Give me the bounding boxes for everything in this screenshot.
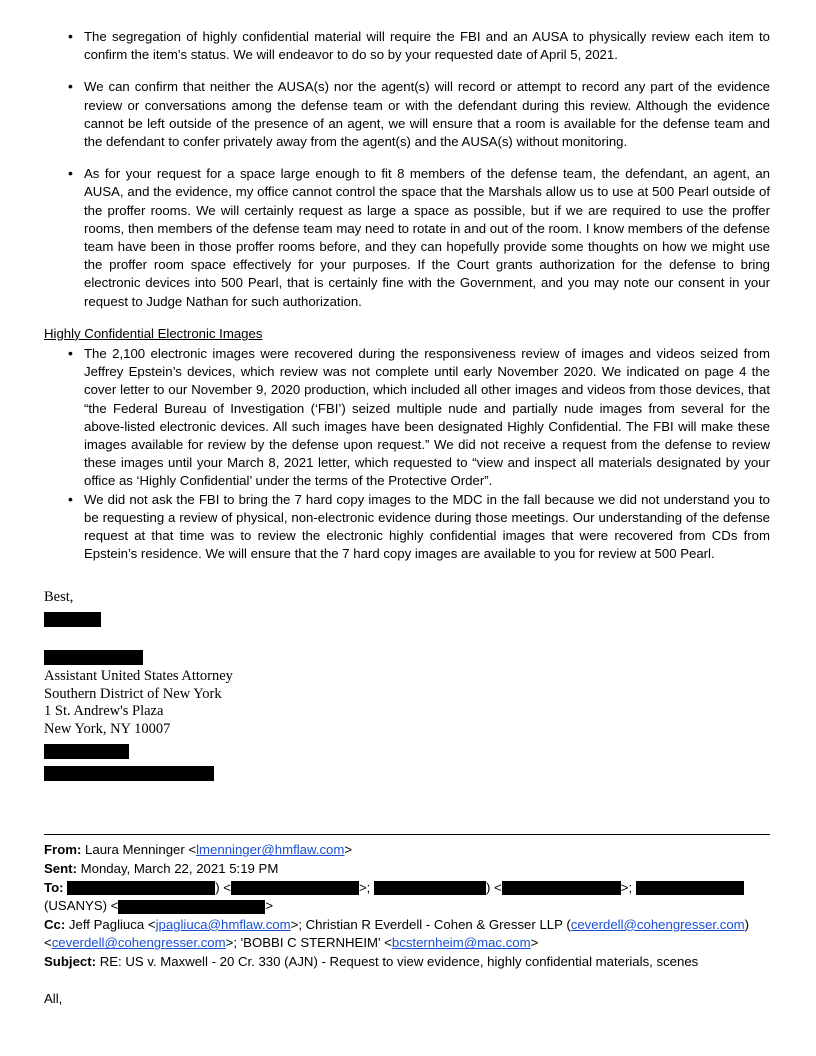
subject-value: RE: US v. Maxwell - 20 Cr. 330 (AJN) - Request to view evidence, highly confidential materials, scenes <box>99 954 699 970</box>
redaction-bar <box>44 766 214 781</box>
sent-value: Monday, March 22, 2021 5:19 PM <box>80 861 279 877</box>
from-email-link[interactable]: lmenninger@hmflaw.com <box>196 842 345 858</box>
to-sep-2: >; <box>358 879 374 895</box>
top-bullet-list <box>44 28 770 311</box>
cc-email-link-2[interactable]: ceverdell@cohengresser.com <box>570 916 745 932</box>
list-item: • We can confirm that neither the AUSA(s) nor the agent(s) will record or attempt to record any part of the evidence review or conversations among the defense team or with the defendant during this review. Although the evidence cannot be left outside of the presence of an agent, we will ensure that a room is available for the defense team and the defendant to confer privately away from the agent(s) and the AUSA(s) without monitoring. <box>44 78 770 151</box>
subject-row <box>44 953 770 972</box>
redaction-bar <box>502 881 621 895</box>
sent-label: Sent: <box>44 861 77 877</box>
cc-row <box>44 916 770 935</box>
closing-line: Best, <box>44 589 74 606</box>
subject-label: Subject: <box>44 954 97 970</box>
to-sep-3: ) < <box>486 879 502 895</box>
cc-text-2: >; Christian R Everdell - Cohen & Gresser LLP ( <box>290 916 571 932</box>
cc-row-continued <box>44 934 770 953</box>
redacted-signature-title <box>44 648 770 666</box>
to-sep-1: ) < <box>215 879 231 895</box>
to-row-continued <box>44 897 770 916</box>
header-divider <box>44 834 770 835</box>
from-row <box>44 841 770 860</box>
from-close: > <box>344 842 353 858</box>
sent-row <box>44 860 770 879</box>
email-header <box>44 841 770 971</box>
cc-text-3: ) <box>744 916 750 932</box>
redaction-bar <box>67 881 215 895</box>
salutation: All, <box>44 990 63 1006</box>
to-line2-prefix: (USANYS) < <box>44 898 119 914</box>
signature-address-line2: New York, NY 10007 <box>44 720 171 737</box>
signature-district: Southern District of New York <box>44 685 222 702</box>
cc-text-6: > <box>530 935 539 951</box>
list-item: • We did not ask the FBI to bring the 7 hard copy images to the MDC in the fall because we did not understand you to be requesting a review of physical, non-electronic evidence during those meetings. Our understanding of the defense request at that time was to review the electronic highly confidential images that were recovered from CDs from Epstein’s residence. We will ensure that the 7 hard copy images are available to you for review at 500 Pearl. <box>44 491 770 564</box>
signature-block <box>44 668 770 738</box>
redaction-bar <box>44 744 129 759</box>
to-sep-4: >; <box>620 879 636 895</box>
from-name: Laura Menninger < <box>85 842 197 858</box>
cc-text-5: >; 'BOBBI C STERNHEIM' < <box>225 935 392 951</box>
list-item: • The segregation of highly confidential material will require the FBI and an AUSA to physically review each item to confirm the item’s status. We will endeavor to do so by your requested date of April 5, 2021. <box>44 28 770 64</box>
cc-email-link-1[interactable]: jpagliuca@hmflaw.com <box>155 916 291 932</box>
to-line2-suffix: > <box>265 898 274 914</box>
redaction-bar <box>374 881 486 895</box>
cc-email-link-4[interactable]: bcsternheim@mac.com <box>391 935 531 951</box>
redaction-bar <box>636 881 744 895</box>
cc-label: Cc: <box>44 916 66 932</box>
redaction-bar <box>118 900 265 914</box>
cc-text-1: Jeff Pagliuca < <box>68 916 156 932</box>
spacer <box>44 628 770 648</box>
signature-address-line1: 1 St. Andrew's Plaza <box>44 703 164 720</box>
to-label: To: <box>44 879 64 895</box>
cc-email-link-3[interactable]: ceverdell@cohengresser.com <box>51 935 226 951</box>
list-item: • The 2,100 electronic images were recovered during the responsiveness review of images and videos seized from Jeffrey Epstein’s devices, which review was not complete until early November 2020. We indicated on page 4 the cover letter to our November 9, 2020 production, which included all other images and videos from those devices, that “the Federal Bureau of Investigation (‘FBI’) seized multiple nude and partially nude images from several for the above-listed electronic devices. All such images have been designated Highly Confidential. The FBI will make these images available for review by the defense upon request.” We did not receive a request from the defense to review these images until your March 8, 2021 letter, which requested to “view and inspect all materials designated by your office as ‘Highly Confidential’ under the terms of the Protective Order”. <box>44 345 770 491</box>
redaction-bar <box>231 881 359 895</box>
redacted-signature-name <box>44 610 770 628</box>
from-label: From: <box>44 842 82 858</box>
redacted-email <box>44 764 770 782</box>
list-item: • As for your request for a space large enough to fit 8 members of the defense team, the defendant, an agent, an AUSA, and the evidence, my office cannot control the space that the Marshals allow us to use at 500 Pearl outside of the proffer rooms. We will certainly request as large a space as possible, but if we are required to use the proffer rooms, then members of the defense team may need to rotate in and out of the room. I know members of the defense team have been in those proffer rooms before, and they can hopefully provide some thoughts on how we might use the proffer room space effectively for your purposes. If the Court grants authorization for the defense to bring electronic devices into 500 Pearl, that is certainly fine with the Government, and you may note our consent in your request to Judge Nathan for such authorization. <box>44 165 770 311</box>
to-row <box>44 879 770 898</box>
signature-title: Assistant United States Attorney <box>44 668 233 685</box>
cc-text-4: < <box>44 935 52 951</box>
section-bullet-list <box>44 345 770 563</box>
redaction-bar <box>44 650 143 665</box>
section-heading: Highly Confidential Electronic Images <box>44 325 263 341</box>
redaction-bar <box>44 612 101 627</box>
redacted-phone <box>44 742 770 760</box>
